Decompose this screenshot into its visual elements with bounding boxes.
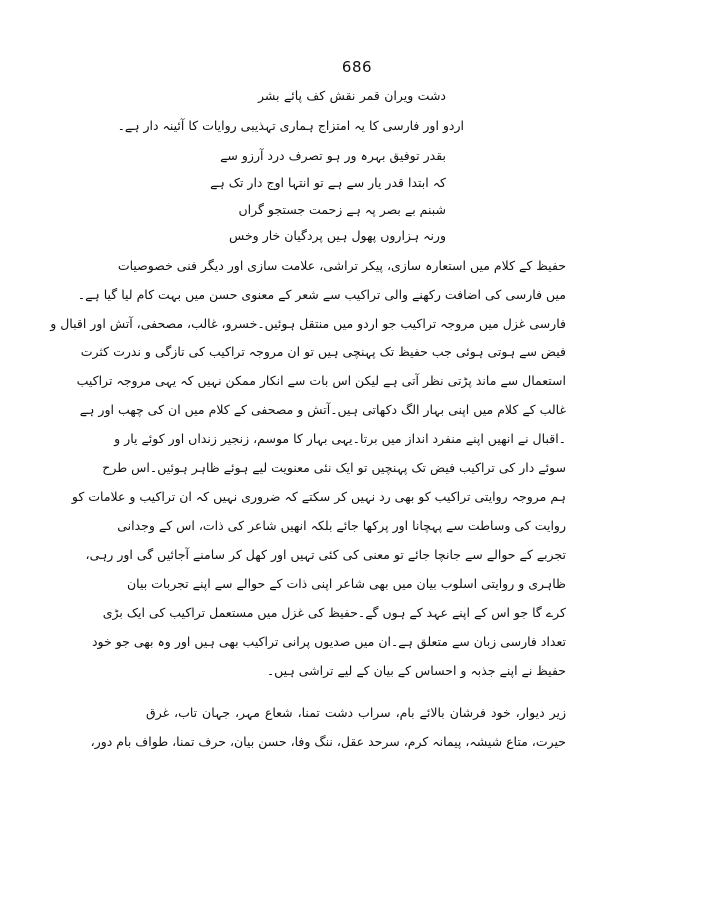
verse-top: دشت ویران قمر نقش کف پائے بشر: [258, 88, 446, 103]
paragraph-line: استعمال سے ماند پڑتی نظر آتی ہے لیکن اس بات سے انکار ممکن نہیں کہ یہی مروجہ تراکیب: [76, 373, 566, 388]
page-number: 686: [341, 58, 373, 76]
paragraph-line: فیض سے ہوتی ہوئی جب حفیظ تک پہنچی ہیں تو ان مروجہ تراکیب کی تازگی و ندرت کثرت: [80, 344, 566, 359]
verse-line: بقدر توفیق بہرہ ور ہو تصرف درد آرزو سے: [220, 148, 446, 163]
paragraph-line: تعداد فارسی زبان سے متعلق ہے۔ان میں صدیوں پرانی تراکیب بھی ہیں اور وہ بھی جو خود: [91, 634, 566, 649]
paragraph-line: ظاہری و روایتی اسلوب بیان میں بھی شاعر اپنی ذات کے حوالے سے اپنے تجربات بیان: [126, 576, 566, 591]
verse-line: شبنم بے بصر پہ ہے زحمت جستجو گراں: [238, 202, 446, 217]
paragraph-line: غالب کے کلام میں اپنی بہار الگ دکھاتی ہیں۔آتش و مصحفی کے کلام میں ان کی چھب اور ہے: [79, 402, 566, 417]
paragraph-line: روایت کی وساطت سے پہچانا اور پرکھا جائے بلکہ انھیں شاعر کی ذات، اس کے وجدانی: [117, 518, 566, 533]
intro-line: اردو اور فارسی کا یہ امتزاج ہماری تہذیبی روایات کا آئینہ دار ہے۔: [117, 118, 464, 133]
paragraph-line: حفیظ نے اپنے جذبہ و احساس کے بیان کے لیے تراشی ہیں۔: [266, 663, 566, 678]
paragraph-line: کرے گا جو اس کے اپنے عہد کے ہوں گے۔حفیظ کی غزل میں مستعمل تراکیب کی ایک بڑی: [102, 605, 566, 620]
list-line: زیر دیوار، خود فرشان بالائے بام، سراب دشت تمنا، شعاع مہر، جہان تاب، غرق: [146, 705, 566, 720]
paragraph-line: سوئے دار کی تراکیب فیض تک پہنچیں تو ایک نئی معنویت لیے ہوئے ظاہر ہوئیں۔اس طرح: [102, 460, 566, 475]
list-line: حیرت، متاع شیشہ، پیمانہ کرم، سرحد عقل، ننگ وفا، حسن بیان، حرف تمنا، طواف بام دور،: [90, 734, 566, 749]
paragraph-line: ۔اقبال نے انھیں اپنے منفرد انداز میں برتا۔یہی بہار کا موسم، زنجیر زنداں اور کوئے یار و: [114, 431, 566, 446]
verse-line: ورنہ ہزاروں پھول ہیں پردگیان خار وخس: [229, 228, 446, 243]
paragraph-line: حفیظ کے کلام میں استعارہ سازی، پیکر تراشی، علامت سازی اور دیگر فنی خصوصیات: [117, 258, 566, 273]
paragraph-line: میں فارسی کی اضافت رکھنے والی تراکیب سے شعر کے معنوی حسن میں بہت کام لیا گیا ہے۔: [77, 287, 566, 302]
paragraph-line: تجربے کے حوالے سے جانچا جائے تو معنی کی کئی تہیں اور کھل کر سامنے آجائیں گی اور رہی،: [85, 547, 566, 562]
paragraph-line: ہم مروجہ روایتی تراکیب کو بھی رد نہیں کر سکتے کہ ضروری نہیں کہ ان تراکیب و علامات کو: [71, 489, 566, 504]
paragraph-line: فارسی غزل میں مروجہ تراکیب جو اردو میں منتقل ہوئیں۔خسرو، غالب، مصحفی، آتش اور اقبال و: [50, 316, 566, 331]
verse-line: کہ ابتدا قدر یار سے ہے تو انتہا اوج دار تک ہے: [210, 175, 446, 190]
